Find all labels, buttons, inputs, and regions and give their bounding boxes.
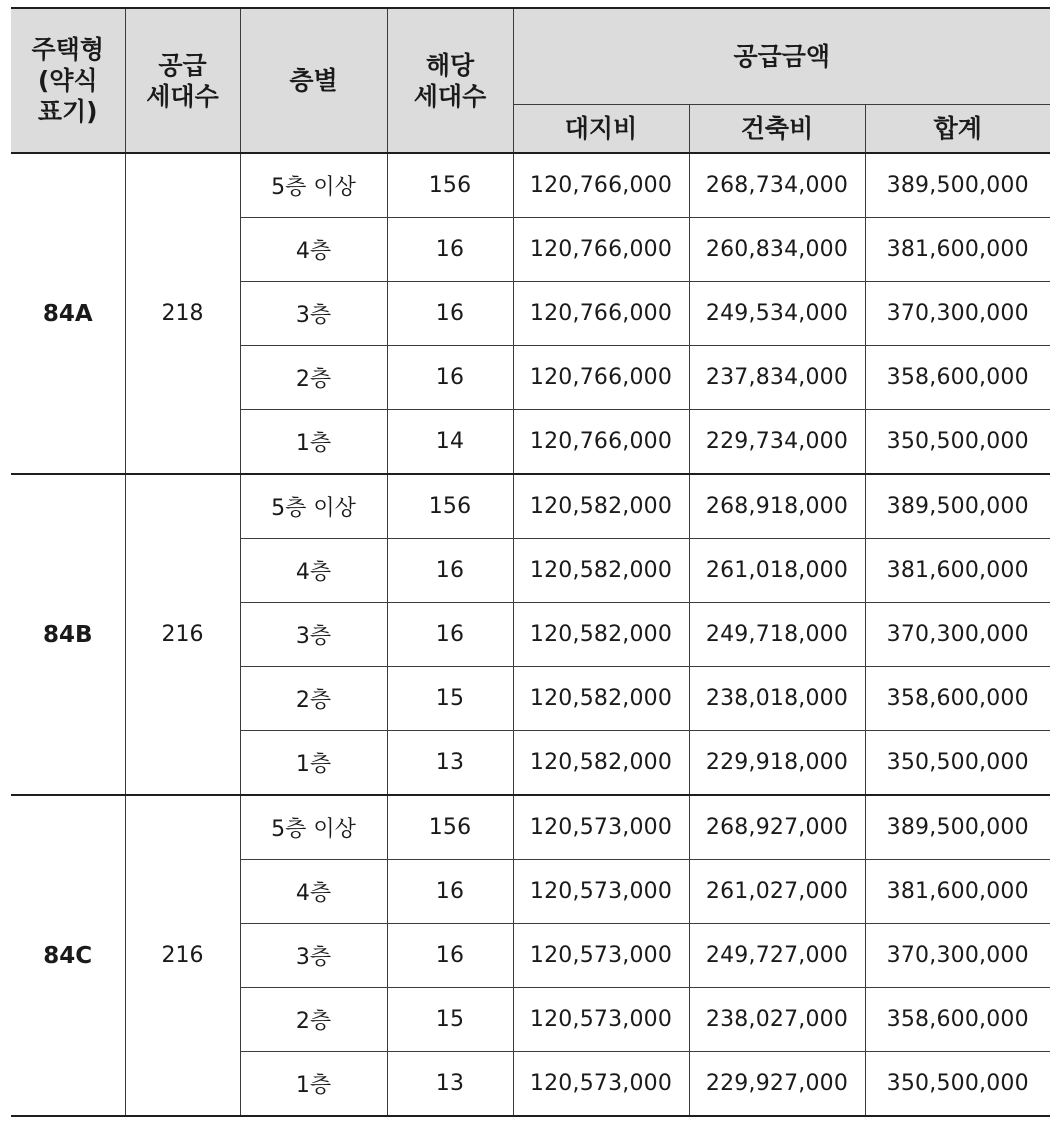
applicable-households-cell: 16 <box>387 218 513 282</box>
land-cost-cell: 120,573,000 <box>513 860 689 924</box>
total-cell: 358,600,000 <box>865 988 1050 1052</box>
header-floor: 층별 <box>240 8 387 153</box>
building-cost-cell: 268,734,000 <box>689 153 865 218</box>
total-cell: 350,500,000 <box>865 731 1050 796</box>
header-housing-type <box>11 8 125 153</box>
floor-cell: 3층 <box>240 924 387 988</box>
floor-cell: 5층 이상 <box>240 474 387 539</box>
land-cost-cell: 120,582,000 <box>513 603 689 667</box>
applicable-households-cell: 156 <box>387 795 513 860</box>
floor-cell: 4층 <box>240 539 387 603</box>
land-cost-cell: 120,766,000 <box>513 153 689 218</box>
floor-cell: 4층 <box>240 860 387 924</box>
total-cell: 358,600,000 <box>865 346 1050 410</box>
floor-cell: 3층 <box>240 603 387 667</box>
header-supply-households-line2: 세대수 <box>146 81 219 111</box>
floor-cell: 4층 <box>240 218 387 282</box>
building-cost-cell: 229,918,000 <box>689 731 865 796</box>
building-cost-cell: 261,018,000 <box>689 539 865 603</box>
floor-cell: 2층 <box>240 346 387 410</box>
land-cost-cell: 120,573,000 <box>513 795 689 860</box>
applicable-households-cell: 13 <box>387 731 513 796</box>
applicable-households-cell: 16 <box>387 282 513 346</box>
housing-type-cell: 84B <box>11 474 125 795</box>
applicable-households-cell: 16 <box>387 539 513 603</box>
building-cost-cell: 249,534,000 <box>689 282 865 346</box>
floor-cell: 1층 <box>240 410 387 475</box>
housing-type-cell: 84A <box>11 153 125 474</box>
table-body <box>11 153 1050 1116</box>
header-supply-households <box>125 8 240 153</box>
floor-cell: 2층 <box>240 988 387 1052</box>
table-row <box>11 795 1050 860</box>
applicable-households-cell: 156 <box>387 153 513 218</box>
building-cost-cell: 237,834,000 <box>689 346 865 410</box>
applicable-households-cell: 16 <box>387 924 513 988</box>
land-cost-cell: 120,582,000 <box>513 731 689 796</box>
header-building-cost: 건축비 <box>689 105 865 154</box>
applicable-households-cell: 16 <box>387 860 513 924</box>
header-housing-type-line1: 주택형 <box>31 35 104 64</box>
land-cost-cell: 120,582,000 <box>513 667 689 731</box>
floor-cell: 1층 <box>240 731 387 796</box>
header-land-cost: 대지비 <box>513 105 689 154</box>
total-cell: 389,500,000 <box>865 795 1050 860</box>
applicable-households-cell: 15 <box>387 667 513 731</box>
supply-households-cell: 218 <box>125 153 240 474</box>
floor-cell: 1층 <box>240 1052 387 1117</box>
total-cell: 381,600,000 <box>865 218 1050 282</box>
building-cost-cell: 249,727,000 <box>689 924 865 988</box>
total-cell: 350,500,000 <box>865 410 1050 475</box>
header-supply-amount: 공급금액 <box>513 8 1050 105</box>
land-cost-cell: 120,582,000 <box>513 539 689 603</box>
total-cell: 389,500,000 <box>865 153 1050 218</box>
building-cost-cell: 268,918,000 <box>689 474 865 539</box>
total-cell: 370,300,000 <box>865 924 1050 988</box>
total-cell: 381,600,000 <box>865 539 1050 603</box>
building-cost-cell: 238,027,000 <box>689 988 865 1052</box>
applicable-households-cell: 156 <box>387 474 513 539</box>
land-cost-cell: 120,766,000 <box>513 282 689 346</box>
supply-households-cell: 216 <box>125 474 240 795</box>
applicable-households-cell: 16 <box>387 346 513 410</box>
land-cost-cell: 120,573,000 <box>513 924 689 988</box>
land-cost-cell: 120,573,000 <box>513 988 689 1052</box>
land-cost-cell: 120,766,000 <box>513 218 689 282</box>
total-cell: 381,600,000 <box>865 860 1050 924</box>
header-total: 합계 <box>865 105 1050 154</box>
building-cost-cell: 261,027,000 <box>689 860 865 924</box>
land-cost-cell: 120,582,000 <box>513 474 689 539</box>
applicable-households-cell: 15 <box>387 988 513 1052</box>
header-applicable-households <box>387 8 513 153</box>
supply-price-table <box>11 7 1050 1117</box>
land-cost-cell: 120,573,000 <box>513 1052 689 1117</box>
building-cost-cell: 260,834,000 <box>689 218 865 282</box>
building-cost-cell: 268,927,000 <box>689 795 865 860</box>
total-cell: 350,500,000 <box>865 1052 1050 1117</box>
total-cell: 370,300,000 <box>865 603 1050 667</box>
floor-cell: 2층 <box>240 667 387 731</box>
building-cost-cell: 229,927,000 <box>689 1052 865 1117</box>
floor-cell: 5층 이상 <box>240 795 387 860</box>
housing-type-cell: 84C <box>11 795 125 1116</box>
floor-cell: 3층 <box>240 282 387 346</box>
header-supply-households-line1: 공급 <box>158 50 207 80</box>
applicable-households-cell: 13 <box>387 1052 513 1117</box>
total-cell: 358,600,000 <box>865 667 1050 731</box>
building-cost-cell: 238,018,000 <box>689 667 865 731</box>
supply-households-cell: 216 <box>125 795 240 1116</box>
building-cost-cell: 249,718,000 <box>689 603 865 667</box>
land-cost-cell: 120,766,000 <box>513 410 689 475</box>
land-cost-cell: 120,766,000 <box>513 346 689 410</box>
header-housing-type-line3: 표기) <box>37 97 98 126</box>
total-cell: 370,300,000 <box>865 282 1050 346</box>
table-row <box>11 153 1050 218</box>
floor-cell: 5층 이상 <box>240 153 387 218</box>
header-housing-type-line2: (약식 <box>37 66 98 95</box>
header-applicable-households-line2: 세대수 <box>413 81 487 111</box>
table-row <box>11 474 1050 539</box>
building-cost-cell: 229,734,000 <box>689 410 865 475</box>
table-header <box>11 8 1050 153</box>
applicable-households-cell: 16 <box>387 603 513 667</box>
total-cell: 389,500,000 <box>865 474 1050 539</box>
applicable-households-cell: 14 <box>387 410 513 475</box>
header-applicable-households-line1: 해당 <box>425 50 475 80</box>
